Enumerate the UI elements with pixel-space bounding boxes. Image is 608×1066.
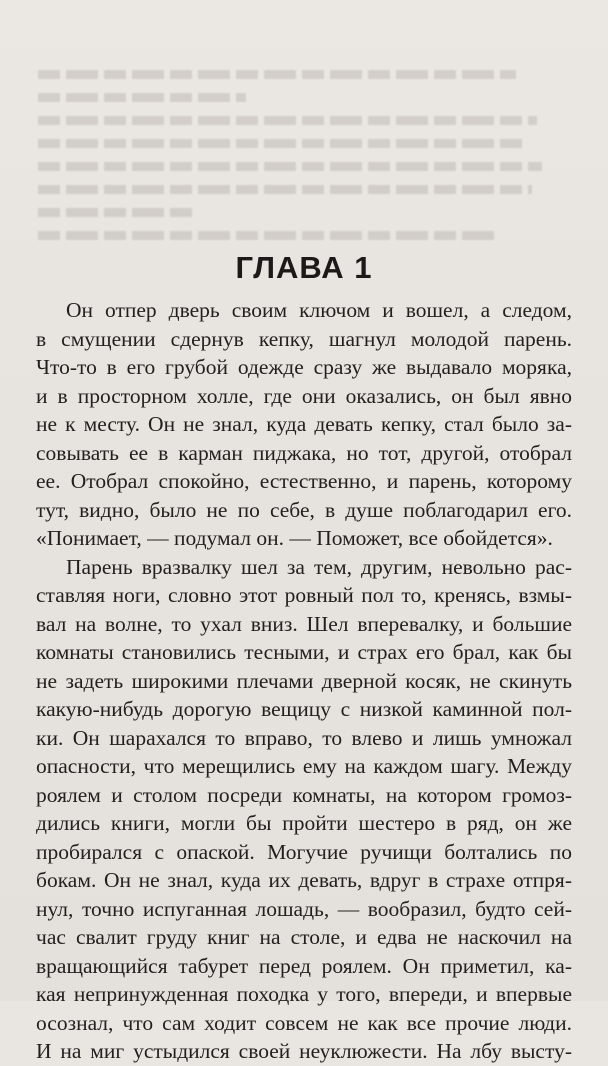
bleed-through-text	[38, 70, 558, 250]
text-line: и в просторном холле, где они оказались, он был явно	[36, 383, 572, 408]
text-line: «Понимает, — подумал он. — Поможет, все обойдется».	[36, 526, 553, 550]
text-line: в смущении сдернув кепку, шагнул молодой парень.	[36, 326, 572, 351]
text-line: роялем и столом посреди комнаты, на котором громоз-	[36, 782, 572, 807]
text-line: не задеть широкими плечами дверной косяк, не скинуть	[36, 668, 572, 693]
text-line: ставляя ноги, словно этот ровный пол то, кренясь, взмы-	[36, 583, 572, 607]
text-line: комнаты становились тесными, и страх его брал, как бы	[36, 640, 572, 664]
text-line: ки. Он шарахался то вправо, то влево и лишь умножал	[36, 725, 572, 750]
text-line: совывать ее в карман пиджака, но тот, другой, отобрал	[36, 440, 572, 465]
text-line: опасности, что мерещились ему на каждом шагу. Между	[36, 754, 572, 778]
text-line: И на миг устыдился своей неуклюжести. На лбу высту-	[36, 1039, 572, 1063]
text-line: тут, видно, было не по себе, в душе поблагодарил его.	[36, 497, 572, 522]
text-line: какую-нибудь дорогую вещицу с низкой каминной пол-	[36, 697, 572, 721]
text-line: вращающийся табурет перед роялем. Он приметил, ка-	[36, 953, 572, 978]
text-line: ее. Отобрал спокойно, естественно, и парень, которому	[36, 469, 572, 493]
chapter-title: ГЛАВА 1	[235, 250, 373, 285]
text-line: кая непринужденная походка у того, впереди, и впервые	[36, 982, 572, 1006]
text-line: не к месту. Он не знал, куда девать кепку, стал было за-	[36, 412, 572, 436]
text-line: пробирался с опаской. Могучие ручищи болтались по	[36, 839, 572, 864]
text-line: Что-то в его грубой одежде сразу же выдавало моряка,	[36, 355, 572, 379]
text-line: дились книги, могли бы пройти шестеро в ряд, он же	[36, 811, 572, 835]
text-line: вал на волне, то ухал вниз. Шел вперевалку, и большие	[36, 611, 572, 636]
text-line: бокам. Он не знал, куда их девать, вдруг в страхе отпря-	[36, 868, 572, 892]
text-line: нул, точно испуганная лошадь, — вообразил, будто сей-	[36, 896, 572, 921]
text-line: час свалит груду книг на столе, и едва не наскочил на	[36, 925, 572, 949]
text-line: осознал, что сам ходит совсем не как все прочие люди.	[36, 1010, 572, 1035]
body-text	[36, 296, 572, 1066]
text-line: Он отпер дверь своим ключом и вошел, а следом,	[66, 298, 572, 322]
text-line: Парень вразвалку шел за тем, другим, невольно рас-	[66, 554, 572, 579]
